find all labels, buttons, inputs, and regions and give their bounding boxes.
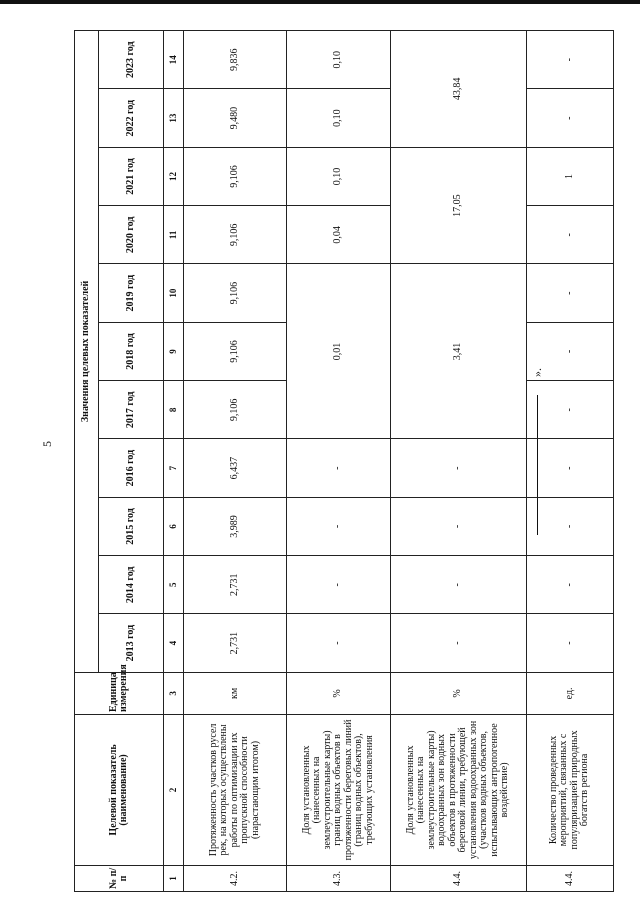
- table-row: [390, 31, 526, 892]
- target-indicators-table: [74, 30, 614, 892]
- value-cell: 0,04: [287, 206, 390, 264]
- value-cell: -: [287, 439, 390, 497]
- value-cell: -: [390, 614, 526, 672]
- value-cell: 3,989: [183, 497, 286, 555]
- header-year: 2013 год: [98, 614, 163, 672]
- col-number: 4: [164, 614, 184, 672]
- unit-cell: %: [287, 672, 390, 714]
- value-cell: 0,01: [287, 264, 390, 439]
- value-cell: -: [287, 497, 390, 555]
- row-number: 4.2.: [183, 865, 286, 891]
- value-cell: 6,437: [183, 439, 286, 497]
- col-number: 6: [164, 497, 184, 555]
- header-year: 2014 год: [98, 556, 163, 614]
- col-number: 14: [164, 31, 184, 90]
- col-number: 8: [164, 381, 184, 439]
- col-number: 10: [164, 264, 184, 322]
- value-cell: 17,05: [390, 147, 526, 264]
- value-cell: -: [526, 31, 613, 90]
- value-cell: -: [526, 439, 613, 497]
- header-year: 2017 год: [98, 381, 163, 439]
- table-row: [287, 31, 390, 892]
- unit-cell: ед.: [526, 672, 613, 714]
- end-quote-mark: ».: [530, 368, 544, 377]
- unit-cell: %: [390, 672, 526, 714]
- col-number: 11: [164, 206, 184, 264]
- value-cell: -: [526, 614, 613, 672]
- value-cell: -: [526, 89, 613, 147]
- top-border-rule: [0, 0, 640, 4]
- unit-cell: км: [183, 672, 286, 714]
- header-year: 2022 год: [98, 89, 163, 147]
- col-number: 2: [164, 715, 184, 866]
- col-number: 9: [164, 322, 184, 380]
- indicator-name: Количество проведенных мероприятий, связанных с популяризацией природных богатств региона: [526, 715, 613, 866]
- col-number: 13: [164, 89, 184, 147]
- value-cell: 9,106: [183, 147, 286, 205]
- table-row: [183, 31, 286, 892]
- col-number: 3: [164, 672, 184, 714]
- value-cell: -: [390, 497, 526, 555]
- value-cell: 0,10: [287, 147, 390, 205]
- header-year: 2015 год: [98, 497, 163, 555]
- indicator-name: Протяженность участков русел рек, на которых осуществлены работы по оптимизации их пропускной способности (нарастающим итогом): [183, 715, 286, 866]
- col-number: 7: [164, 439, 184, 497]
- table-row: [526, 31, 613, 892]
- header-year: 2023 год: [98, 31, 163, 90]
- value-cell: -: [526, 556, 613, 614]
- value-cell: -: [526, 497, 613, 555]
- value-cell: 2,731: [183, 614, 286, 672]
- value-cell: 43,84: [390, 31, 526, 148]
- col-number: 12: [164, 147, 184, 205]
- indicator-name: Доля установленных (нанесенных на землеустроительные карты) границ водных объектов в протяженности береговых линий (границ водных объектов), требующих установления: [287, 715, 390, 866]
- value-cell: -: [287, 556, 390, 614]
- header-year: 2019 год: [98, 264, 163, 322]
- value-cell: 9,106: [183, 264, 286, 322]
- value-cell: -: [390, 439, 526, 497]
- header-indicator: Целевой показатель (наименование): [75, 715, 164, 866]
- value-cell: -: [287, 614, 390, 672]
- value-cell: -: [390, 556, 526, 614]
- value-cell: -: [526, 381, 613, 439]
- row-number: 4.3.: [287, 865, 390, 891]
- value-cell: 9,836: [183, 31, 286, 90]
- header-year: 2016 год: [98, 439, 163, 497]
- rotated-table-wrapper: [74, 30, 614, 892]
- header-unit: Единица измерения: [75, 672, 164, 714]
- value-cell: -: [526, 322, 613, 380]
- header-year: 2020 год: [98, 206, 163, 264]
- header-values-group: Значения целевых показателей: [75, 31, 99, 673]
- col-number: 1: [164, 865, 184, 891]
- value-cell: 9,106: [183, 381, 286, 439]
- col-number: 5: [164, 556, 184, 614]
- value-cell: 9,106: [183, 322, 286, 380]
- indicator-name: Доля установленных (нанесенных на землеустроительные карты) водоохранных зон водных объектов в протяженности береговой линии, требующей установления водоохранных зон (участков водных объектов, испытывающих антропогенное воздействие): [390, 715, 526, 866]
- value-cell: 0,10: [287, 31, 390, 90]
- header-year: 2018 год: [98, 322, 163, 380]
- page-number: 5: [40, 441, 54, 447]
- row-number: 4.4.: [390, 865, 526, 891]
- value-cell: 3,41: [390, 264, 526, 439]
- value-cell: 0,10: [287, 89, 390, 147]
- value-cell: 2,731: [183, 556, 286, 614]
- value-cell: 1: [526, 147, 613, 205]
- value-cell: 9,480: [183, 89, 286, 147]
- header-no: № п/п: [75, 865, 164, 891]
- value-cell: -: [526, 264, 613, 322]
- row-number: 4.4.: [526, 865, 613, 891]
- header-year: 2021 год: [98, 147, 163, 205]
- value-cell: 9,106: [183, 206, 286, 264]
- value-cell: -: [526, 206, 613, 264]
